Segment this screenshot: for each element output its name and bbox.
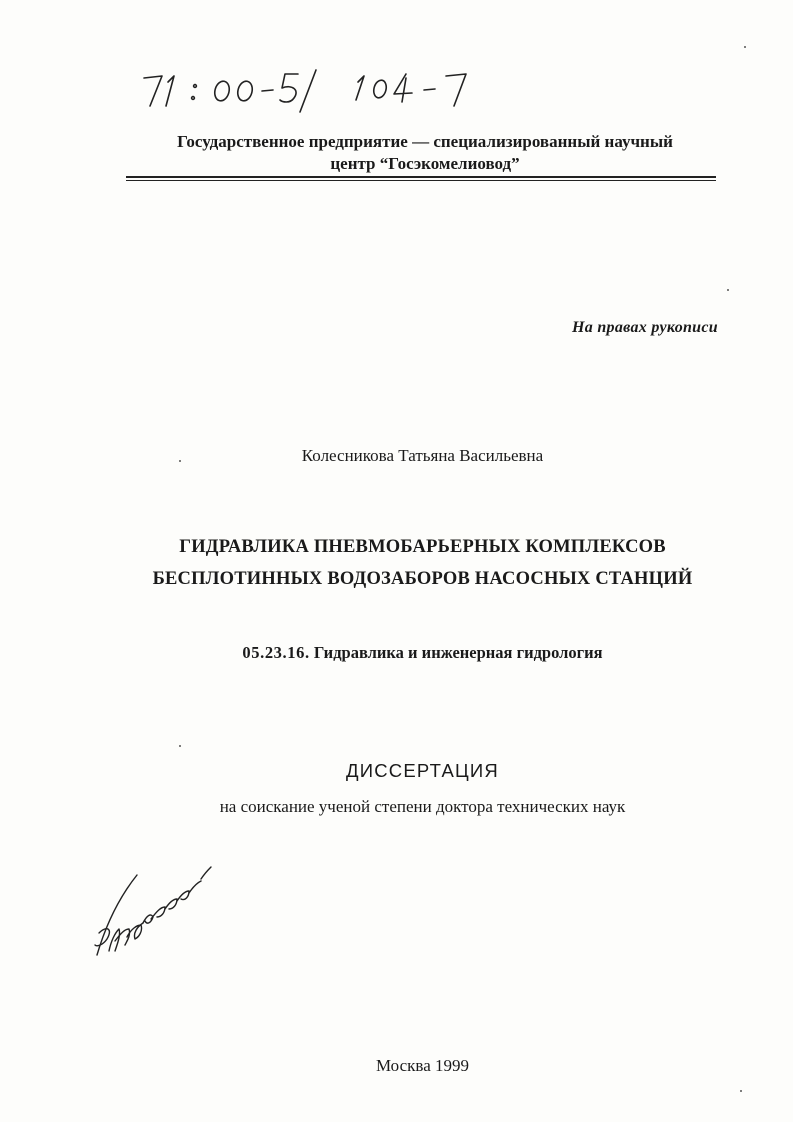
degree-line: на соискание ученой степени доктора технических наук: [219, 797, 626, 816]
scan-speck: [744, 46, 746, 48]
header-divider-thin: [126, 180, 716, 181]
scan-speck: [727, 289, 729, 291]
header-divider-thick: [126, 176, 716, 178]
scan-speck: [179, 460, 181, 462]
document-type: ДИССЕРТАЦИЯ: [346, 760, 499, 781]
scan-speck: [740, 1090, 742, 1092]
specialty: [0, 643, 793, 663]
specialty-name: Гидравлика и инженерная гидрология: [313, 643, 603, 662]
organization-line-1: Государственное предприятие — специализированный научный: [177, 132, 673, 151]
city-and-year: Москва 1999: [375, 1056, 470, 1075]
rights-notice: На правах рукописи: [572, 319, 718, 336]
title-line-1: ГИДРАВЛИКА ПНЕВМОБАРЬЕРНЫХ КОМПЛЕКСОВ: [179, 537, 666, 557]
scan-speck: [179, 745, 181, 747]
organization-line-2: центр “Госэкомелиовод”: [330, 154, 520, 173]
handwritten-catalog-code: [140, 64, 480, 114]
dissertation-title: [0, 531, 793, 595]
specialty-code: 05.23.16.: [242, 643, 310, 662]
author-name: Колесникова Татьяна Васильевна: [301, 446, 544, 465]
handwritten-signature: [85, 855, 225, 970]
title-line-2: БЕСПЛОТИННЫХ ВОДОЗАБОРОВ НАСОСНЫХ СТАНЦИЙ: [152, 569, 693, 589]
organization-header: [110, 131, 740, 175]
